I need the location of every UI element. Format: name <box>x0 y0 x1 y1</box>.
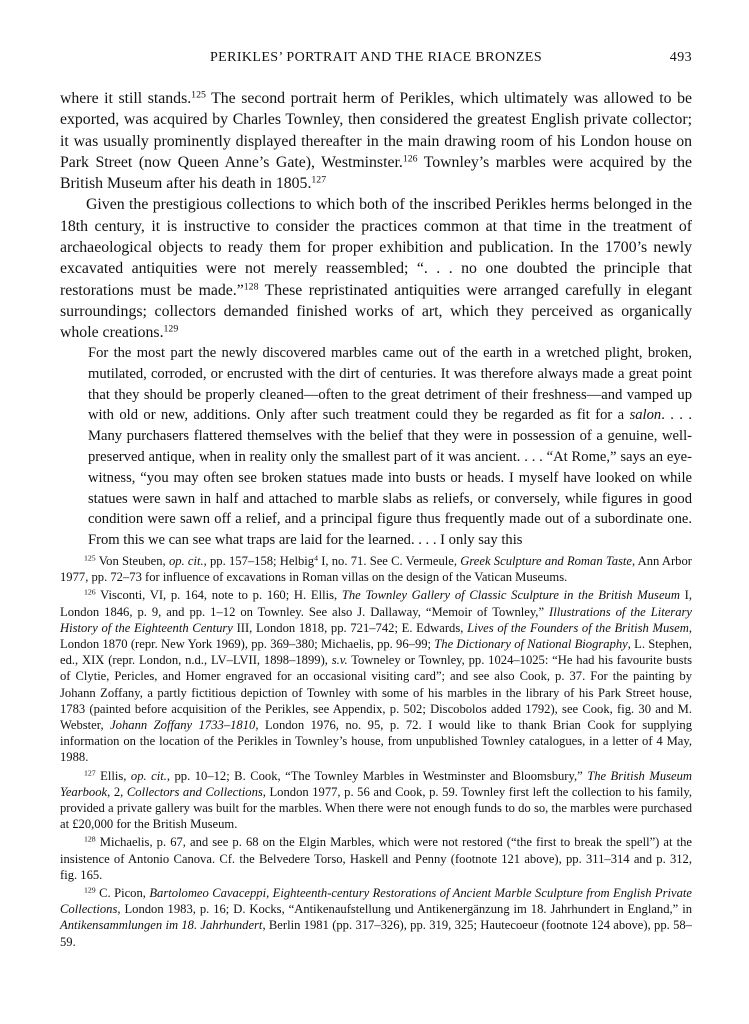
italic-run: The British Museum Yearbook <box>60 768 692 799</box>
footnote-129 <box>60 885 692 950</box>
text-run: The second portrait herm of Perikles, which ultimately was allowed to be exported, was acquired by Charles Townley, then considered the greatest English private collector; it was usually prominently displayed thereafter in the main drawing room of his London house on Park Street (now Queen Anne’s Gate), Westminster. <box>60 90 692 171</box>
text-run: , L. Stephen, ed., XIX (repr. London, n.d., LV–LVII, 1898–1899), <box>60 637 692 668</box>
footnote-128 <box>60 834 692 883</box>
text-run: , London 1977, p. 56 and Cook, p. 59. Townley first left the collection to his family, provided a private gallery was built for the marbles. When there were not enough funds to do so, the marbles were purchased at £20,000 for the British Museum. <box>60 784 692 832</box>
italic-run: Greek Sculpture and Roman Taste <box>460 554 632 568</box>
text-run: III, London 1818, pp. 721–742; E. Edwards, <box>232 620 468 635</box>
running-header <box>60 50 692 70</box>
text-run: . . . . Many purchasers flattered themselves with the belief that they were in possession of a genuine, well-preserved antique, when in reality only the smallest part of it was ancient. . . . “At Rome,” says an eye-witness, “you may often see broken statues made into busts or heads. I myself have looked on while statues were sawn in half and attached to marble slabs as reliefs, or conversely, while figures in good condition were sawn off a relief, and a principal figure thus frequently made out of a subordinate one. From this we can see what traps are laid for the learned. . . . I only say this <box>88 407 692 549</box>
text-run: , Berlin 1981 (pp. 317–326), pp. 319, 325; Hautecoeur (footnote 124 above), pp. 58–59. <box>60 918 692 949</box>
footnote-127 <box>60 768 692 833</box>
quote-paragraph <box>88 343 692 551</box>
text-run: , pp. 157–158; Helbig <box>203 554 315 568</box>
footnote-number: 128 <box>84 835 96 845</box>
text-run: Towneley or Townley, pp. 1024–1025: “He had his favourite busts of Clytie, Pericles, and Homer engraved for an occasional visiting card”; and see also Cook, p. 37. For the painting by Johann Zoffany, a partly fictitious depiction of Townley with some of his marbles in the library of his Park Street house, 1783 (painted before acquisition of the Perikles, see Appendix, p. 502; Discobolos added 1792), see Cook, fig. 30 and M. Webster, <box>60 653 692 733</box>
paragraph-1 <box>60 88 692 194</box>
footnote-125 <box>60 553 692 585</box>
text-run: , London 1976, no. 95, p. 72. I would like to thank Brian Cook for supplying information on the location of the Perikles in Townley’s house, from unpublished Townley catalogues, in a letter of 4 May, 1988. <box>60 718 692 765</box>
italic-run: s.v. <box>331 653 348 668</box>
footnote-number: 125 <box>84 553 96 563</box>
footnote-ref-129[interactable]: 129 <box>163 323 179 335</box>
text-run: I, London 1846, p. 9, and pp. 1–12 on Townley. See also J. Dallaway, “Memoir of Townley,” <box>60 588 692 619</box>
text-run: , 2, <box>107 784 127 799</box>
italic-run: The Townley Gallery of Classic Sculpture in the British Museum <box>341 588 680 603</box>
italic-run: The Dictionary of National Biography <box>434 637 628 652</box>
italic-run: Lives of the Founders of the British Musem <box>467 620 689 635</box>
italic-run: Johann Zoffany 1733–1810 <box>110 718 256 733</box>
running-title: PERIKLES’ PORTRAIT AND THE RIACE BRONZES <box>209 50 543 65</box>
italic-run: op. cit. <box>168 554 204 568</box>
text-run: , London 1870 (repr. New York 1969), pp. 369–380; Michaelis, pp. 96–99; <box>60 620 693 652</box>
italic-run: salon <box>629 407 662 424</box>
text-run: Townley’s marbles were acquired by the British Museum after his death in 1805. <box>60 153 692 193</box>
text-run: , pp. 10–12; B. Cook, “The Townley Marbles in Westminster and Bloomsbury,” <box>166 768 588 783</box>
text-run: Ellis, <box>95 768 131 783</box>
footnote-number: 129 <box>84 885 96 895</box>
footnote-ref-126[interactable]: 126 <box>402 153 418 165</box>
paragraph-2 <box>60 194 692 343</box>
text-run: C. Picon, <box>95 886 150 901</box>
text-run: I, no. 71. See C. Vermeule, <box>317 554 461 568</box>
text-run: , London 1983, p. 16; D. Kocks, “Antikenaufstellung und Antikenergänzung im 18. Jahrhundert in England,” in <box>117 902 692 917</box>
text-run: Visconti, VI, p. 164, note to p. 160; H. Ellis, <box>95 588 342 603</box>
footnote-ref-125[interactable]: 125 <box>191 89 206 101</box>
italic-run: Collectors and Collections <box>126 784 263 799</box>
text-run: , Ann Arbor 1977, pp. 72–73 for influence of excavations in Roman villas on the design of the Vatican Museums. <box>60 554 692 585</box>
footnotes <box>60 553 692 952</box>
main-text <box>60 88 692 344</box>
footnote-126 <box>60 587 692 765</box>
footnote-number: 127 <box>84 768 96 778</box>
text-run: Michaelis, p. 67, and see p. 68 on the Elgin Marbles, which were not restored (“the first to break the spell”) at the insistence of Antonio Canova. Cf. the Belvedere Torso, Haskell and Penny (footnote 121 above), pp. 311–314 and p. 312, fig. 165. <box>60 835 692 882</box>
footnote-number: 126 <box>84 588 96 598</box>
text-run: For the most part the newly discovered marbles came out of the earth in a wretched plight, broken, mutilated, corroded, or encrusted with the dirt of centuries. It was therefore always made a great point that they should be properly cleaned—often to the great detriment of their freshness—and vamped up with old or new, additions. Only after such treatment could they be regarded as fit for a <box>88 345 692 424</box>
text-run: Von Steuben, <box>95 554 169 568</box>
italic-run: Illustrations of the Literary History of the Eighteenth Century <box>60 604 692 635</box>
italic-run: Antikensammlungen im 18. Jahrhundert <box>60 918 263 933</box>
footnote-ref-128[interactable]: 128 <box>243 281 259 293</box>
italic-run: op. cit. <box>130 768 167 783</box>
text-run: where it still stands. <box>60 90 192 107</box>
page-number: 493 <box>669 50 692 65</box>
block-quote <box>88 343 692 551</box>
superscript: 4 <box>314 553 318 563</box>
text-run: Given the prestigious collections to which both of the inscribed Perikles herms belonged in the 18th century, it is instructive to consider the practices common at that time in the treatment of archaeological objects to ready them for proper exhibition and publication. In the 1700’s newly excavated antiquities were not merely reassembled; “. . . no one doubted the principle that restorations must be made.” <box>60 196 692 299</box>
footnote-ref-127[interactable]: 127 <box>311 174 327 186</box>
text-run: These repristinated antiquities were arranged carefully in elegant surroundings; collectors demanded finished works of art, which they perceived as organically whole creations. <box>60 281 692 342</box>
italic-run: Bartolomeo Cavaceppi, Eighteenth-century Restorations of Ancient Marble Sculpture from English Private Collections <box>60 886 692 917</box>
